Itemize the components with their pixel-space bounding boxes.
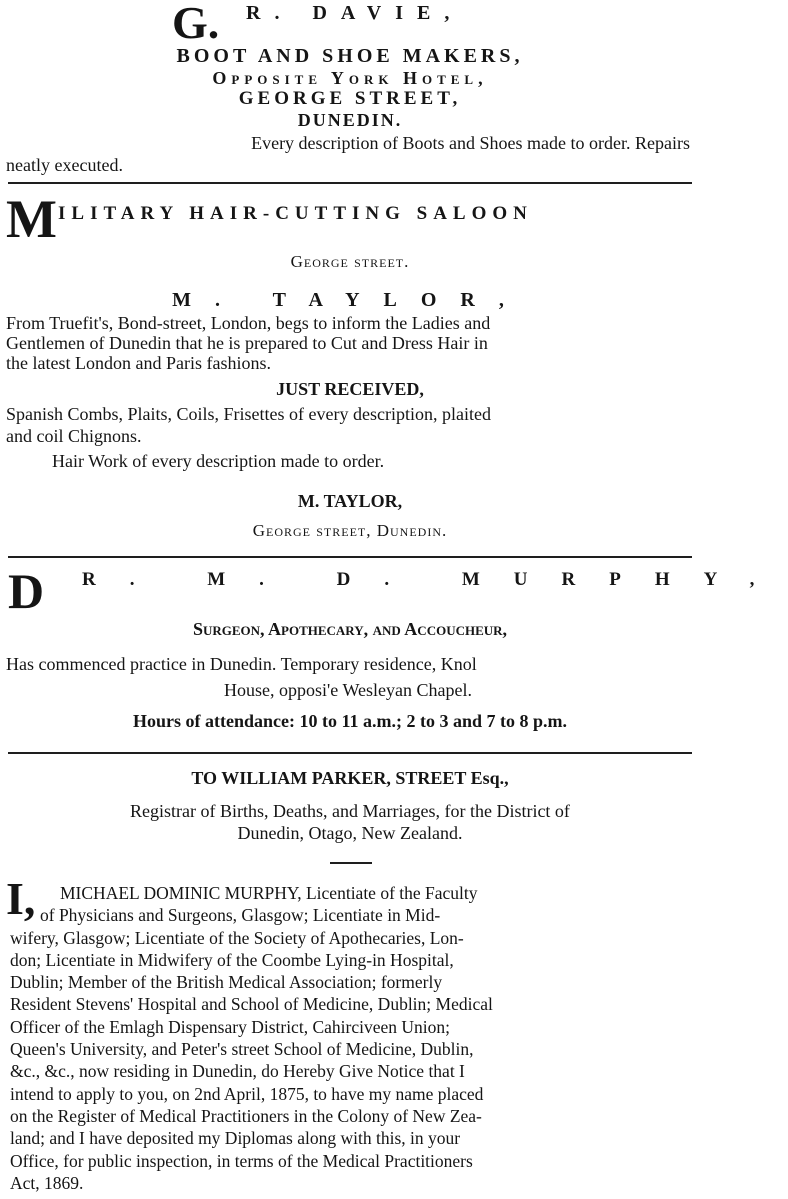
davie-location: Opposite York Hotel,	[212, 68, 488, 88]
murphy-name: R. M. D. MURPHY,	[82, 569, 788, 590]
murphy-title: Surgeon, Apothecary, and Accoucheur,	[192, 619, 508, 639]
taylor-street: George street.	[290, 252, 410, 271]
taylor-body-line-3: the latest London and Paris fashions.	[6, 353, 271, 373]
taylor-received	[6, 403, 690, 447]
davie-city: DUNEDIN.	[297, 110, 403, 130]
notice-line-8: Queen's University, and Peter's street School of Medicine, Dublin,	[10, 1039, 474, 1060]
notice-line-2: of Physicians and Surgeons, Glasgow; Licentiate in Mid-	[40, 905, 441, 926]
drop-cap-m: M	[6, 189, 57, 249]
taylor-heading: ILITARY HAIR-CUTTING SALOON	[58, 203, 533, 224]
drop-cap-d: D	[8, 563, 45, 619]
taylor-hair-work: Hair Work of every description made to order.	[52, 451, 385, 471]
notice-line-5: Dublin; Member of the British Medical Association; formerly	[10, 972, 443, 993]
davie-street: GEORGE STREET,	[238, 88, 462, 109]
notice-line-1: MICHAEL DOMINIC MURPHY, Licentiate of the Faculty	[60, 883, 478, 903]
davie-trade: BOOT AND SHOE MAKERS,	[176, 45, 524, 67]
drop-cap-g: G.	[172, 0, 220, 48]
divider	[8, 752, 692, 754]
davie-body-line-1: Every description of Boots and Shoes made to order. Repairs	[251, 133, 690, 153]
notice-line-11: on the Register of Medical Practitioners in the Colony of New Zea-	[10, 1105, 482, 1126]
taylor-received-line-2: and coil Chignons.	[6, 426, 142, 446]
taylor-signature: M. TAYLOR,	[297, 491, 403, 511]
notice-line-13: Office, for public inspection, in terms of the Medical Practitioners	[10, 1150, 473, 1171]
notice-line-10: intend to apply to you, on 2nd April, 1875, to have my name placed	[10, 1083, 484, 1104]
taylor-name: M. TAYLOR,	[172, 289, 528, 311]
murphy-body-line-1: Has commenced practice in Dunedin. Temporary residence, Knol	[6, 654, 477, 674]
murphy-body-line-2: House, opposi'e Wesleyan Chapel.	[224, 680, 472, 700]
taylor-just-received: JUST RECEIVED,	[276, 379, 424, 399]
divider	[8, 182, 692, 184]
davie-body	[6, 132, 690, 176]
notice-body	[0, 882, 700, 1194]
murphy-hours: Hours of attendance: 10 to 11 a.m.; 2 to 3 and 7 to 8 p.m.	[133, 711, 567, 731]
taylor-body	[6, 313, 690, 373]
notice-line-12: land; and I have deposited my Diplomas along with this, in your	[10, 1128, 461, 1149]
notice-line-7: Officer of the Emlagh Dispensary District, Cahirciveen Union;	[10, 1016, 450, 1037]
davie-body-line-2: neatly executed.	[6, 155, 123, 175]
murphy-body	[6, 651, 690, 703]
notice-role	[0, 800, 700, 844]
short-divider	[330, 862, 372, 864]
notice-line-9: &c., &c., now residing in Dunedin, do Hereby Give Notice that I	[10, 1061, 465, 1082]
taylor-body-line-1: From Truefit's, Bond-street, London, begs to inform the Ladies and	[6, 313, 491, 333]
drop-cap-i: I,	[6, 873, 36, 924]
notice-addressee: TO WILLIAM PARKER, STREET Esq.,	[191, 768, 509, 788]
notice-line-6: Resident Stevens' Hospital and School of Medicine, Dublin; Medical	[10, 994, 493, 1015]
divider	[8, 556, 692, 558]
davie-name: R. DAVIE,	[246, 2, 464, 24]
taylor-address: George street, Dunedin.	[252, 521, 448, 540]
notice-role-line-2: Dunedin, Otago, New Zealand.	[237, 823, 463, 843]
notice-line-4: don; Licentiate in Midwifery of the Coombe Lying-in Hospital,	[10, 949, 454, 970]
taylor-body-line-2: Gentlemen of Dunedin that he is prepared to Cut and Dress Hair in	[6, 333, 488, 353]
taylor-received-line-1: Spanish Combs, Plaits, Coils, Frisettes of every description, plaited	[6, 404, 491, 424]
notice-line-3: wifery, Glasgow; Licentiate of the Society of Apothecaries, Lon-	[10, 927, 464, 948]
notice-role-line-1: Registrar of Births, Deaths, and Marriages, for the District of	[130, 801, 570, 821]
notice-line-14: Act, 1869.	[10, 1172, 84, 1193]
